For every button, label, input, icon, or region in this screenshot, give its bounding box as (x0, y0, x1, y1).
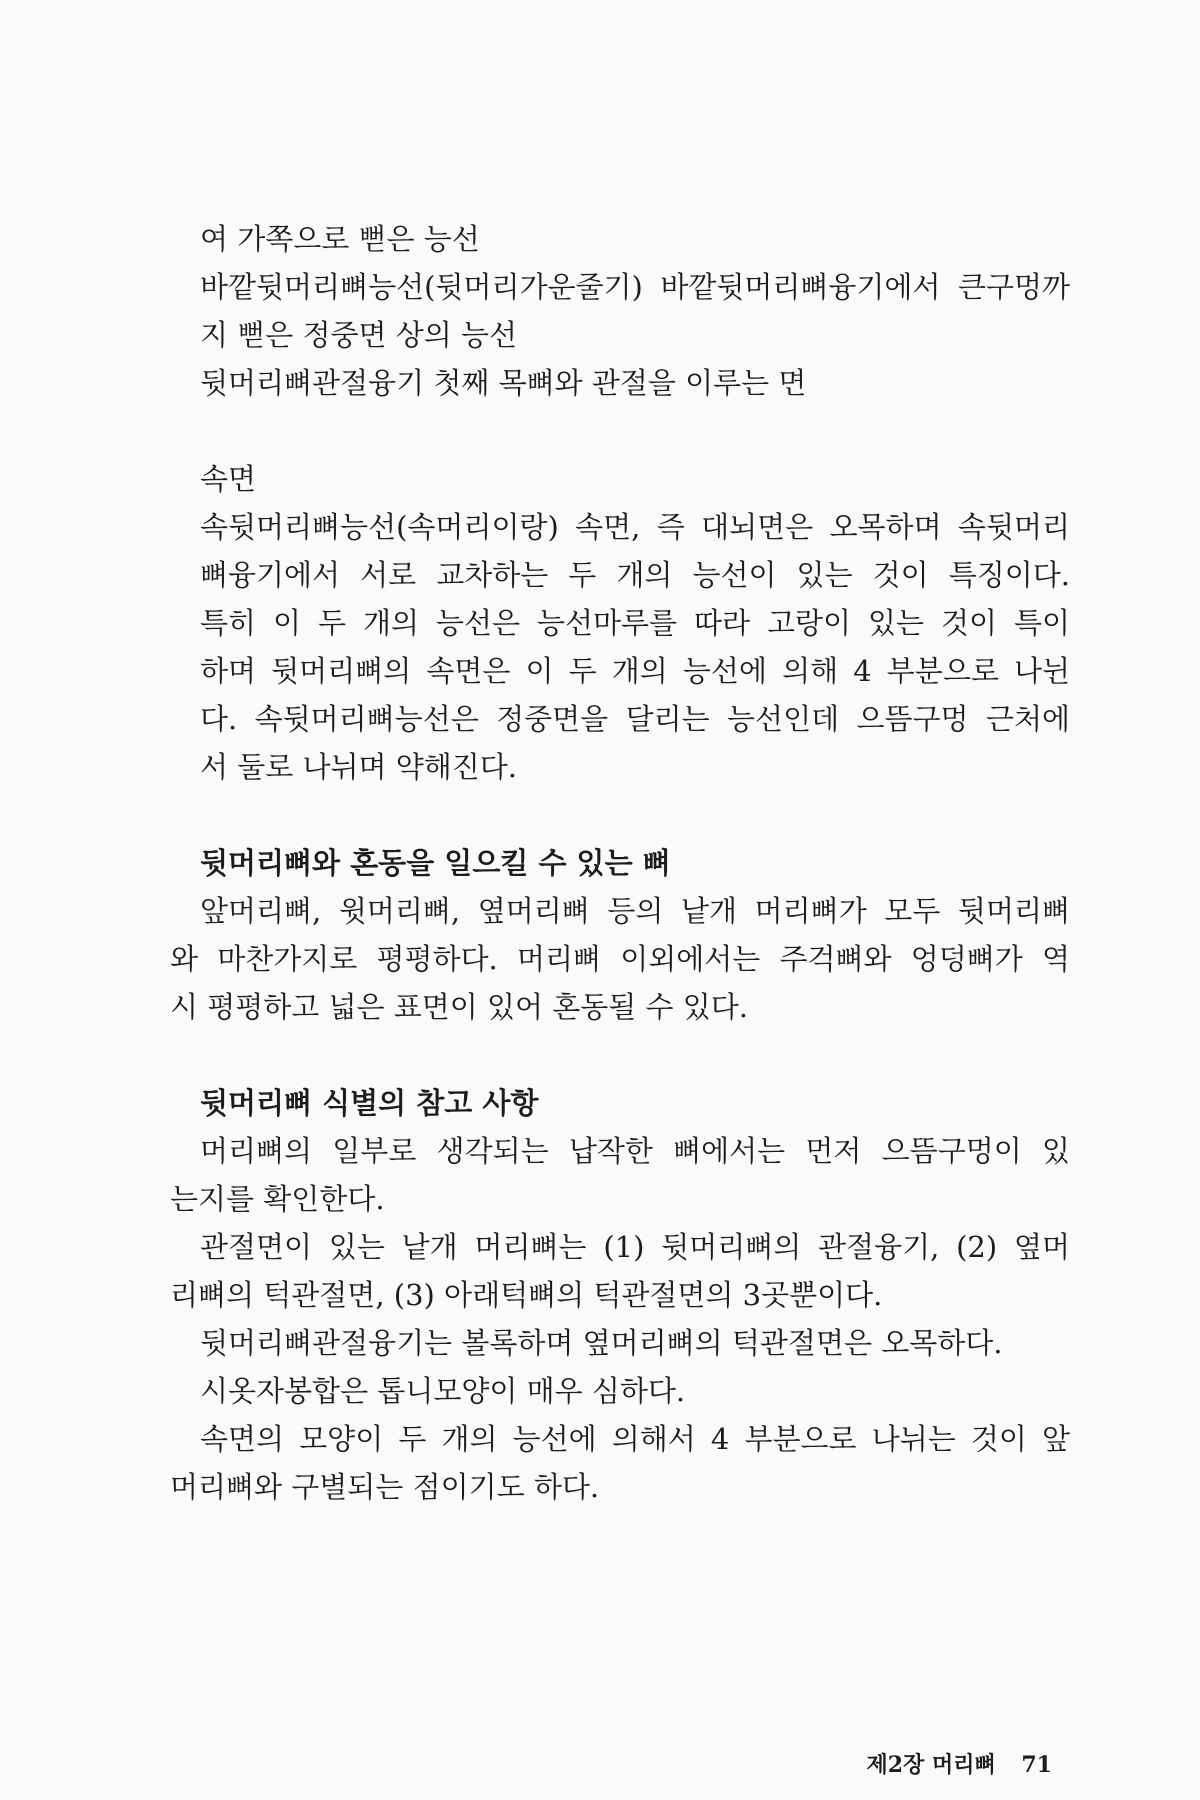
section-heading: 뒷머리뼈 식별의 참고 사항 (200, 1086, 539, 1120)
section-heading: 뒷머리뼈와 혼동을 일으킬 수 있는 뼈 (200, 846, 671, 880)
paragraph-gap (170, 791, 1070, 839)
text-line: 와 마찬가지로 평평하다. 머리뼈 이외에서는 주걱뼈와 엉덩뼈가 역 (170, 942, 1070, 976)
paragraph-gap (170, 1031, 1070, 1079)
text-line: 뒷머리뼈관절융기는 볼록하며 옆머리뼈의 턱관절면은 오목하다. (200, 1326, 1003, 1360)
paragraph-gap (170, 407, 1070, 455)
text-line: 바깥뒷머리뼈능선(뒷머리가운줄기) 바깥뒷머리뼈융기에서 큰구멍까 (200, 270, 1070, 304)
text-line: 하며 뒷머리뼈의 속면은 이 두 개의 능선에 의해 4 부분으로 나뉜 (200, 654, 1070, 688)
running-footer (866, 1748, 1052, 1779)
text-line: 서 둘로 나뉘며 약해진다. (200, 750, 518, 784)
text-line: 머리뼈의 일부로 생각되는 납작한 뼈에서는 먼저 으뜸구멍이 있 (200, 1134, 1070, 1168)
text-line: 속면의 모양이 두 개의 능선에 의해서 4 부분으로 나뉘는 것이 앞 (200, 1422, 1070, 1456)
text-line: 뼈융기에서 서로 교차하는 두 개의 능선이 있는 것이 특징이다. (200, 558, 1070, 592)
text-line: 여 가쪽으로 뻗은 능선 (200, 222, 480, 256)
text-line: 뒷머리뼈관절융기 첫째 목뼈와 관절을 이루는 면 (200, 366, 807, 400)
text-line: 속뒷머리뼈능선(속머리이랑) 속면, 즉 대뇌면은 오목하며 속뒷머리 (200, 510, 1070, 544)
text-line: 는지를 확인한다. (170, 1182, 385, 1216)
text-line: 특히 이 두 개의 능선은 능선마루를 따라 고랑이 있는 것이 특이 (200, 606, 1070, 640)
text-line: 속면 (200, 462, 257, 496)
chapter-title: 제2장 머리뼈 (866, 1752, 996, 1778)
text-line: 리뼈의 턱관절면, (3) 아래턱뼈의 턱관절면의 3곳뿐이다. (170, 1278, 883, 1312)
text-line: 앞머리뼈, 윗머리뼈, 옆머리뼈 등의 낱개 머리뼈가 모두 뒷머리뼈 (200, 894, 1070, 928)
text-line: 머리뼈와 구별되는 점이기도 하다. (170, 1470, 600, 1504)
text-line: 시 평평하고 넓은 표면이 있어 혼동될 수 있다. (170, 990, 748, 1024)
text-line: 다. 속뒷머리뼈능선은 정중면을 달리는 능선인데 으뜸구멍 근처에 (200, 702, 1070, 736)
text-line: 시옷자봉합은 톱니모양이 매우 심하다. (200, 1374, 686, 1408)
body-text (170, 215, 1070, 1511)
text-line: 관절면이 있는 낱개 머리뼈는 (1) 뒷머리뼈의 관절융기, (2) 옆머 (200, 1230, 1070, 1264)
text-line: 지 뻗은 정중면 상의 능선 (200, 318, 518, 352)
page-number: 71 (1021, 1752, 1052, 1778)
